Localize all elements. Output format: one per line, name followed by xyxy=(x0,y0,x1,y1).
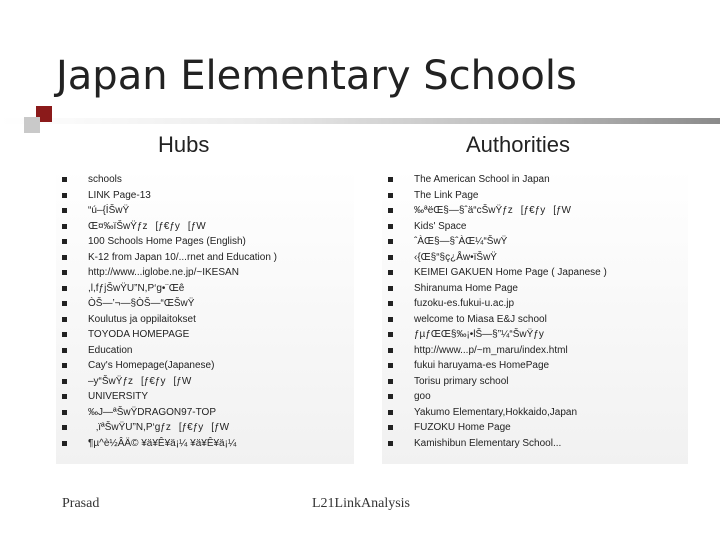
authorities-heading: Authorities xyxy=(466,132,570,157)
authority-list-item: fuzoku-es.fukui-u.ac.jp xyxy=(382,296,688,312)
hub-list-item: ÒŠ—’¬—§ÒŠ—“ŒŠwŸ xyxy=(56,296,354,312)
authority-list-item: The Link Page xyxy=(382,188,688,204)
authority-list-item: fukui haruyama-es HomePage xyxy=(382,358,688,374)
hub-list-item: “ú–{İŠwŸ xyxy=(56,203,354,219)
authority-list-item: Kids' Space xyxy=(382,219,688,235)
decorative-square-gray xyxy=(24,117,40,133)
hub-list-item: ‰J—ªŠwŸDRAGON97-TOP xyxy=(56,405,354,421)
hub-list-item: Œ¤‰ïŠwŸƒz[ƒ€ƒy[ƒW xyxy=(56,219,354,235)
authority-list-item: http://www...p/~m_maru/index.html xyxy=(382,343,688,359)
authority-list-item: welcome to Miasa E&J school xyxy=(382,312,688,328)
hub-list-item: Education xyxy=(56,343,354,359)
hub-list-item: ,l,fƒjŠwŸU”N,P‘g•¨Œê xyxy=(56,281,354,297)
authority-list-item: Yakumo Elementary,Hokkaido,Japan xyxy=(382,405,688,421)
authority-list-item: Kamishibun Elementary School... xyxy=(382,436,688,452)
authority-list-item: Torisu primary school xyxy=(382,374,688,390)
hub-list-item: TOYODA HOMEPAGE xyxy=(56,327,354,343)
hub-list-item: K-12 from Japan 10/...rnet and Education ) xyxy=(56,250,354,266)
hub-list-item: UNIVERSITY xyxy=(56,389,354,405)
page-title: Japan Elementary Schools xyxy=(56,53,577,99)
hubs-column xyxy=(56,168,354,464)
authority-list-item: ƒµƒŒŒ§‰¡•lŠ—§”¼“ŠwŸƒy xyxy=(382,327,688,343)
authority-list-item: ‹{Œ§“§ç¿Åw•ïŠwŸ xyxy=(382,250,688,266)
hub-list-item: LINK Page-13 xyxy=(56,188,354,204)
authority-list-item: ˆÀŒ§—§ˆÀŒ¼“ŠwŸ xyxy=(382,234,688,250)
hubs-heading: Hubs xyxy=(158,132,210,157)
title-underline xyxy=(0,118,720,124)
hub-list-item: ¶µ^è½ÂÄ© ¥ä¥Ê¥ä¡¼ ¥ä¥Ê¥ä¡¼ xyxy=(56,436,354,452)
authority-list-item: The American School in Japan xyxy=(382,172,688,188)
hub-list-item: –y“ŠwŸƒz[ƒ€ƒy[ƒW xyxy=(56,374,354,390)
authority-list-item: goo xyxy=(382,389,688,405)
authorities-list xyxy=(382,172,688,451)
authority-list-item: KEIMEI GAKUEN Home Page ( Japanese ) xyxy=(382,265,688,281)
hub-list-item: schools xyxy=(56,172,354,188)
authority-list-item: Shiranuma Home Page xyxy=(382,281,688,297)
hub-list-item: 100 Schools Home Pages (English) xyxy=(56,234,354,250)
footer-slide-name: L21LinkAnalysis xyxy=(312,496,410,511)
hubs-list xyxy=(56,172,354,451)
hub-list-item: ‚ïªŠwŸU”N,P‘gƒz[ƒ€ƒy[ƒW xyxy=(56,420,354,436)
hub-list-item: Koulutus ja oppilaitokset xyxy=(56,312,354,328)
authority-list-item: ‰ªëŒ§—§ˆä“cŠwŸƒz[ƒ€ƒy[ƒW xyxy=(382,203,688,219)
hub-list-item: http://www...iglobe.ne.jp/~IKESAN xyxy=(56,265,354,281)
hub-list-item: Cay's Homepage(Japanese) xyxy=(56,358,354,374)
footer-author: Prasad xyxy=(62,496,100,511)
authorities-column xyxy=(382,168,688,464)
authority-list-item: FUZOKU Home Page xyxy=(382,420,688,436)
